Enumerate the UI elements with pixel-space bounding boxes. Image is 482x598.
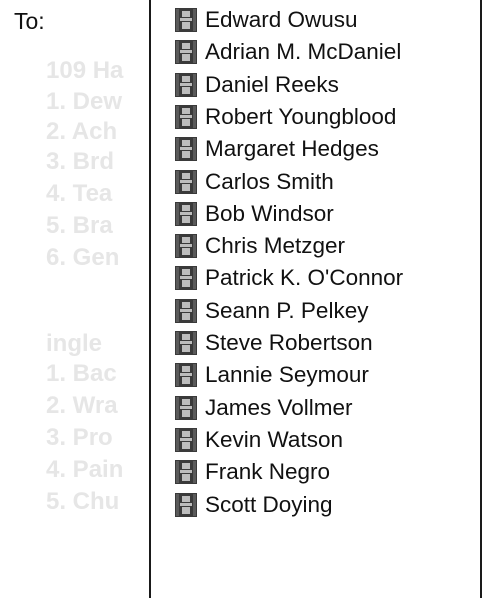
recipient-name: Adrian M. McDaniel xyxy=(205,39,402,65)
contact-card-icon xyxy=(175,331,197,355)
contact-card-icon xyxy=(175,396,197,420)
recipient-item[interactable] xyxy=(175,264,403,292)
contact-card-icon xyxy=(175,363,197,387)
to-label: To: xyxy=(14,8,45,34)
contact-card-icon xyxy=(175,105,197,129)
recipient-name: Seann P. Pelkey xyxy=(205,297,369,323)
recipient-item[interactable] xyxy=(175,232,345,260)
contact-card-icon xyxy=(175,299,197,323)
recipient-item[interactable] xyxy=(175,6,358,34)
recipient-item[interactable] xyxy=(175,491,333,519)
recipient-item[interactable] xyxy=(175,329,373,357)
contact-card-icon xyxy=(175,428,197,452)
contact-card-icon xyxy=(175,266,197,290)
recipient-name: James Vollmer xyxy=(205,394,353,420)
recipient-item[interactable] xyxy=(175,168,334,196)
recipient-name: Bob Windsor xyxy=(205,200,334,226)
recipient-item[interactable] xyxy=(175,38,401,66)
contact-card-icon xyxy=(175,170,197,194)
contact-card-icon xyxy=(175,493,197,517)
recipient-item[interactable] xyxy=(175,71,339,99)
recipient-name: Daniel Reeks xyxy=(205,71,339,97)
recipient-item[interactable] xyxy=(175,135,379,163)
recipient-item[interactable] xyxy=(175,361,369,389)
recipient-name: Lannie Seymour xyxy=(205,362,369,388)
recipient-item[interactable] xyxy=(175,103,396,131)
recipient-item[interactable] xyxy=(175,297,368,325)
background-bleed-through: 109 Ha 1. Dew 2. Ach 3. Brd 4. Tea 5. Bra 6. Gen ingle 1. Bac 2. Wra 3. Pro 4. Pain 5. Chu xyxy=(46,57,124,515)
recipient-item[interactable] xyxy=(175,200,334,228)
recipient-name: Edward Owusu xyxy=(205,7,358,32)
recipient-name: Chris Metzger xyxy=(205,233,346,259)
recipient-name: Kevin Watson xyxy=(205,426,343,452)
contact-card-icon xyxy=(175,234,197,258)
recipient-item[interactable] xyxy=(175,394,353,422)
contact-card-icon xyxy=(175,137,197,161)
contact-card-icon xyxy=(175,202,197,226)
recipient-name: Frank Negro xyxy=(205,459,331,485)
recipient-name: Steve Robertson xyxy=(205,330,373,355)
contact-card-icon xyxy=(175,40,197,64)
recipient-item[interactable] xyxy=(175,426,343,454)
recipient-name: Carlos Smith xyxy=(205,168,334,194)
recipient-item[interactable] xyxy=(175,458,330,486)
recipient-name: Scott Doying xyxy=(205,491,333,517)
recipient-list[interactable] xyxy=(149,0,482,598)
contact-card-icon xyxy=(175,73,197,97)
recipient-name: Margaret Hedges xyxy=(205,136,379,162)
contact-card-icon xyxy=(175,8,197,32)
contact-card-icon xyxy=(175,460,197,484)
recipient-name: Patrick K. O'Connor xyxy=(205,265,404,291)
recipient-name: Robert Youngblood xyxy=(205,103,397,129)
